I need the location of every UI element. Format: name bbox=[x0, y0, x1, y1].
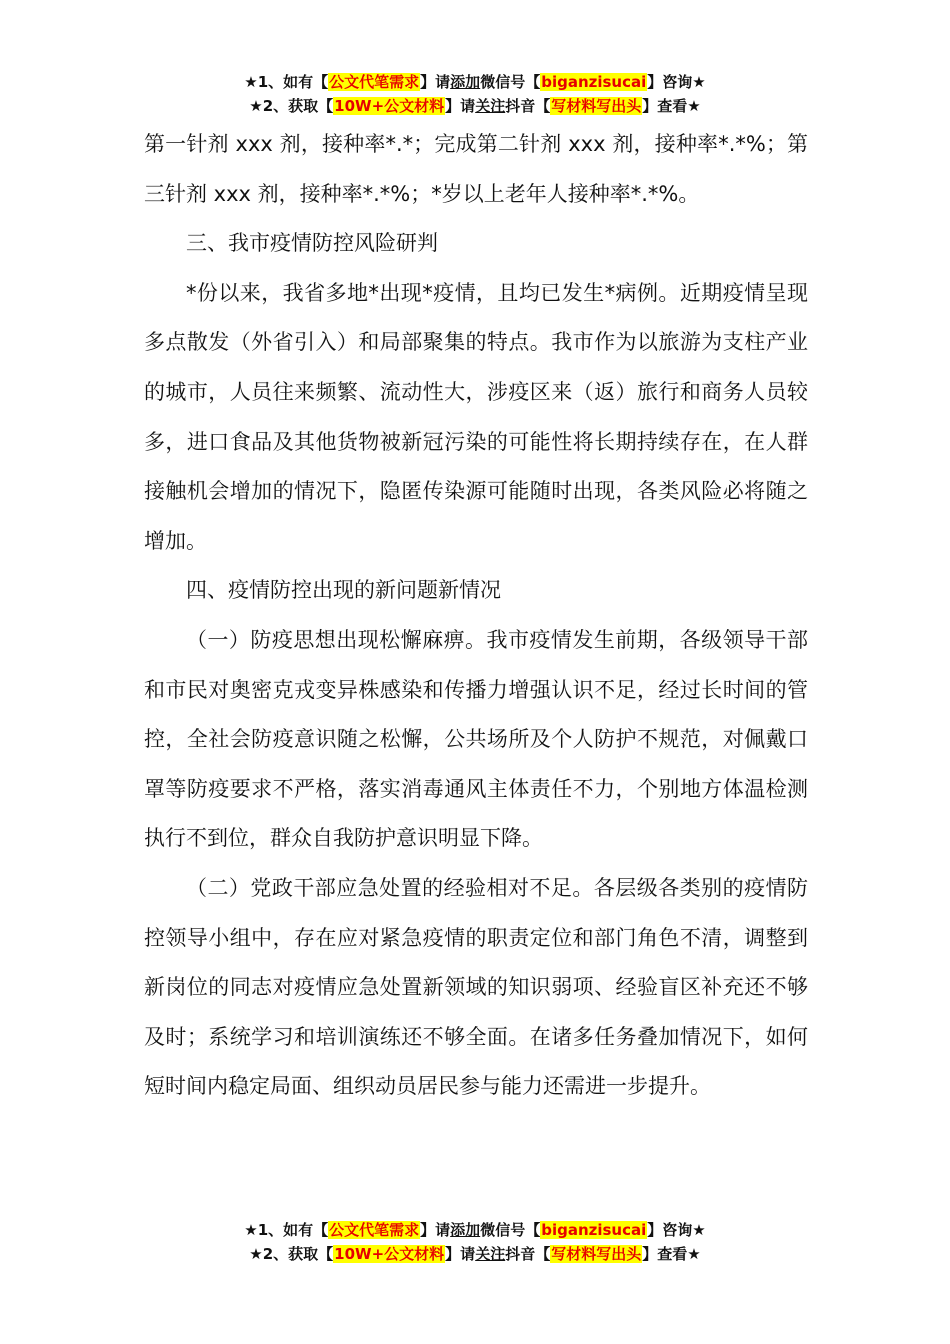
banner-emphasis: 关注 bbox=[475, 1245, 506, 1263]
banner-text: 】请 bbox=[445, 97, 476, 115]
banner-text: 2、获取【 bbox=[262, 97, 334, 115]
douyin-account-highlight: 写材料写出头 bbox=[551, 97, 642, 115]
banner-text: 1、如有【 bbox=[257, 1221, 329, 1239]
star-icon: ★ bbox=[687, 1245, 701, 1263]
banner-line-2 bbox=[0, 1242, 950, 1266]
service-highlight: 公文代笔需求 bbox=[329, 73, 420, 91]
banner-emphasis: 添加 bbox=[450, 73, 481, 91]
banner-text: 】咨询 bbox=[647, 73, 693, 91]
star-icon: ★ bbox=[692, 1221, 706, 1239]
banner-line-1 bbox=[0, 70, 950, 94]
banner-text: 1、如有【 bbox=[257, 73, 329, 91]
star-icon: ★ bbox=[244, 1221, 258, 1239]
service-highlight: 公文代笔需求 bbox=[329, 1221, 420, 1239]
banner-text: 2、获取【 bbox=[262, 1245, 334, 1263]
star-icon: ★ bbox=[687, 97, 701, 115]
wechat-id-highlight: biganzisucai bbox=[541, 1221, 647, 1239]
section-heading-3: 三、我市疫情防控风险研判 bbox=[186, 231, 438, 256]
banner-text: 微信号【 bbox=[480, 73, 541, 91]
banner-text: 抖音【 bbox=[505, 97, 551, 115]
douyin-account-highlight: 写材料写出头 bbox=[551, 1245, 642, 1263]
banner-text: 微信号【 bbox=[480, 1221, 541, 1239]
banner-text: 】查看 bbox=[642, 1245, 688, 1263]
document-body bbox=[144, 120, 808, 1112]
bottom-banner bbox=[0, 1218, 950, 1266]
banner-text: 抖音【 bbox=[505, 1245, 551, 1263]
materials-highlight: 10W+公文材料 bbox=[334, 1245, 445, 1263]
banner-emphasis: 关注 bbox=[475, 97, 506, 115]
banner-text: 】咨询 bbox=[647, 1221, 693, 1239]
paragraph-issue-1: （一）防疫思想出现松懈麻痹。我市疫情发生前期，各级领导干部和市民对奥密克戎变异株感染和传播力增强认识不足，经过长时间的管控，全社会防疫意识随之松懈，公共场所及个人防护不规范，对佩戴口罩等防疫要求不严格，落实消毒通风主体责任不力，个别地方体温检测执行不到位，群众自我防护意识明显下降。 bbox=[144, 627, 808, 851]
star-icon: ★ bbox=[244, 73, 258, 91]
banner-text: 】请 bbox=[420, 73, 451, 91]
banner-emphasis: 添加 bbox=[450, 1221, 481, 1239]
materials-highlight: 10W+公文材料 bbox=[334, 97, 445, 115]
star-icon: ★ bbox=[692, 73, 706, 91]
top-banner bbox=[0, 70, 950, 118]
wechat-id-highlight: biganzisucai bbox=[541, 73, 647, 91]
banner-line-2 bbox=[0, 94, 950, 118]
star-icon: ★ bbox=[249, 97, 263, 115]
paragraph-issue-2: （二）党政干部应急处置的经验相对不足。各层级各类别的疫情防控领导小组中，存在应对紧急疫情的职责定位和部门角色不清，调整到新岗位的同志对疫情应急处置新领域的知识弱项、经验盲区补充还不够及时；系统学习和培训演练还不够全面。在诸多任务叠加情况下，如何短时间内稳定局面、组织动员居民参与能力还需进一步提升。 bbox=[144, 875, 808, 1099]
paragraph-vaccination: 第一针剂 xxx 剂，接种率*.*；完成第二针剂 xxx 剂，接种率*.*%；第三针剂 xxx 剂，接种率*.*%；*岁以上老年人接种率*.*%。 bbox=[144, 132, 808, 206]
star-icon: ★ bbox=[249, 1245, 263, 1263]
banner-text: 】请 bbox=[445, 1245, 476, 1263]
banner-text: 】请 bbox=[420, 1221, 451, 1239]
banner-line-1 bbox=[0, 1218, 950, 1242]
banner-text: 】查看 bbox=[642, 97, 688, 115]
paragraph-risk-assessment: *份以来，我省多地*出现*疫情，且均已发生*病例。近期疫情呈现多点散发（外省引入）和局部聚集的特点。我市作为以旅游为支柱产业的城市，人员往来频繁、流动性大，涉疫区来（返）旅行和商务人员较多，进口食品及其他货物被新冠污染的可能性将长期持续存在，在人群接触机会增加的情况下，隐匿传染源可能随时出现，各类风险必将随之增加。 bbox=[144, 280, 808, 553]
section-heading-4: 四、疫情防控出现的新问题新情况 bbox=[186, 578, 501, 603]
